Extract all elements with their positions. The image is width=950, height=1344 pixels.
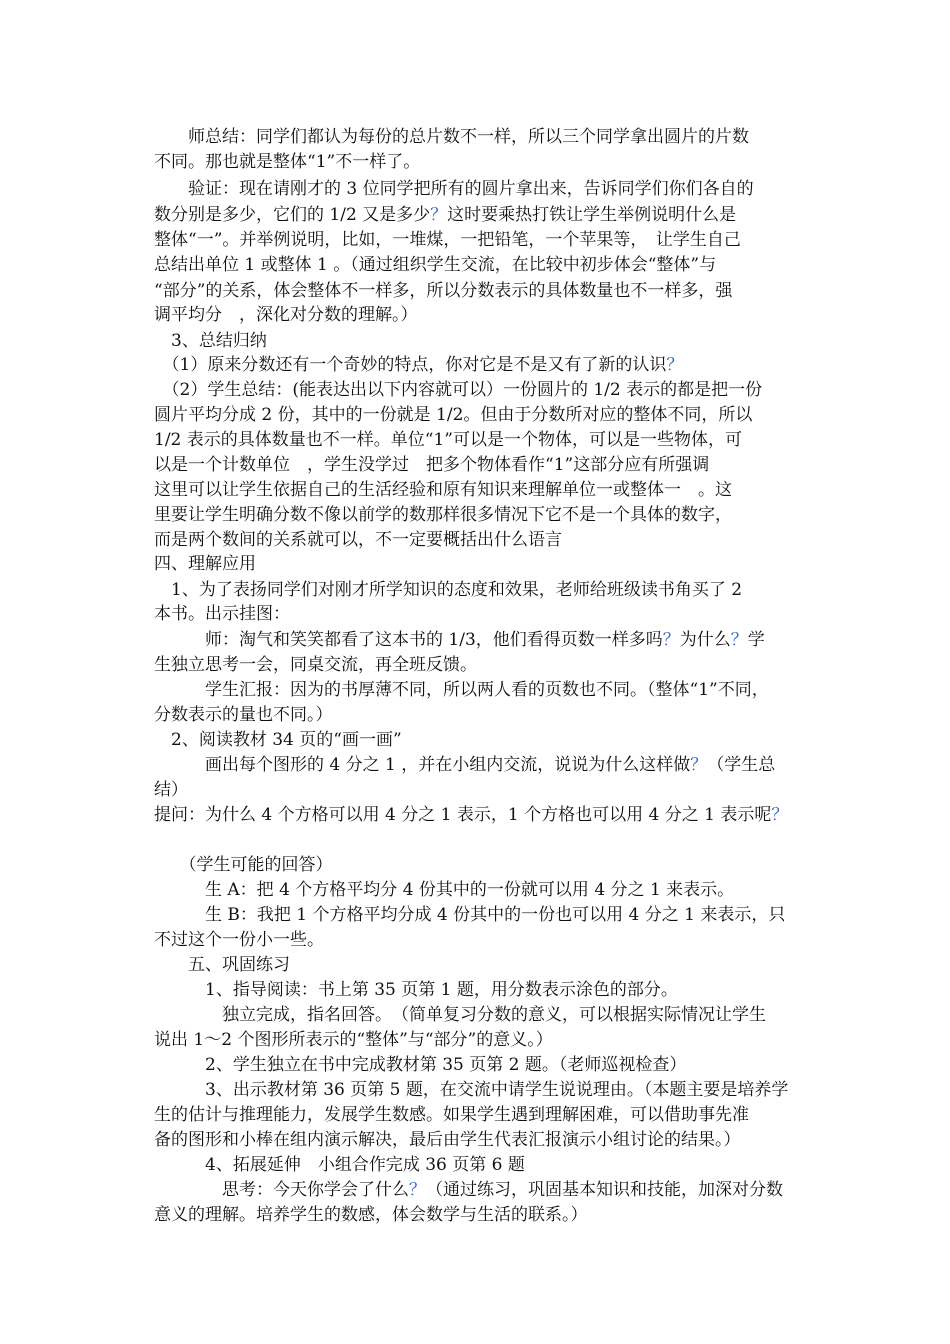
text-line: 圆片平均分成 2 份，其中的一份就是 1/2。但由于分数所对应的整体不同，所以 <box>154 405 753 425</box>
text-line: 1/2 表示的具体数量也不一样。单位“1”可以是一个物体，可以是一些物体，可 <box>154 430 742 450</box>
text-line: 数分别是多少，它们的 1/2 又是多少？这时要乘热打铁让学生举例说明什么是 <box>154 205 737 225</box>
text-line: 说出 1～2 个图形所表示的“整体”与“部分”的意义。） <box>154 1030 553 1050</box>
text-line: 2、阅读教材 34 页的“画一画” <box>154 730 402 750</box>
text-line: 这里可以让学生依据自己的生活经验和原有知识来理解单位一或整体一 。这 <box>154 480 732 500</box>
question-mark: ？ <box>690 755 708 775</box>
text-line: 不过这个一份小一些。 <box>154 930 324 950</box>
text-line: 提问：为什么 4 个方格可以用 4 分之 1 表示，1 个方格也可以用 4 分之 1 表示呢？ <box>154 805 789 825</box>
text-line: 以是一个计数单位 ，学生没学过 把多个物体看作“1”这部分应有所强调 <box>154 455 710 475</box>
text-line: 独立完成，指名回答。 （简单复习分数的意义，可以根据实际情况让学生 <box>154 1005 766 1025</box>
text-line: 总结出单位 1 或整体 1 。（通过组织学生交流，在比较中初步体会“整体”与 <box>154 255 717 275</box>
text-line: “部分”的关系，体会整体不一样多，所以分数表示的具体数量也不一样多，强 <box>154 281 733 301</box>
text-line: 1、指导阅读：书上第 35 页第 1 题，用分数表示涂色的部分。 <box>154 980 678 1000</box>
question-mark: ？ <box>662 630 680 650</box>
question-mark: ？ <box>666 355 684 375</box>
text-line: 本书。出示挂图： <box>154 604 290 624</box>
text-line: 备的图形和小棒在组内演示解决，最后由学生代表汇报演示小组讨论的结果。） <box>154 1130 741 1150</box>
text-line: 画出每个图形的 4 分之 1 ，并在小组内交流，说说为什么这样做？（学生总 <box>154 755 776 775</box>
text-line: 1、为了表扬同学们对刚才所学知识的态度和效果，老师给班级读书角买了 2 <box>154 580 743 600</box>
text-line: 里要让学生明确分数不像以前学的数那样很多情况下它不是一个具体的数字， <box>154 505 732 525</box>
text-line: 生 B：我把 1 个方格平均分成 4 份其中的一份也可以用 4 分之 1 来表示，只 <box>154 905 786 925</box>
question-mark: ？ <box>730 630 748 650</box>
text-line: 生独立思考一会，同桌交流，再全班反馈。 <box>154 655 477 675</box>
text-line: 结） <box>154 780 188 800</box>
text-line: 思考：今天你学会了什么？（通过练习，巩固基本知识和技能，加深对分数 <box>154 1180 783 1200</box>
text-line: 3、出示教材第 36 页第 5 题，在交流中请学生说说理由。（本题主要是培养学 <box>154 1080 789 1100</box>
text-line: 调平均分 ，深化对分数的理解。） <box>154 305 418 325</box>
text-line: 四、理解应用 <box>154 554 256 574</box>
question-mark: ？ <box>430 205 448 225</box>
text-line: 3、总结归纳 <box>154 331 267 351</box>
question-mark: ？ <box>409 1180 426 1200</box>
text-line: 2、学生独立在书中完成教材第 35 页第 2 题。（老师巡视检查） <box>154 1055 687 1075</box>
text-line: 整体“一”。并举例说明，比如，一堆煤，一把铅笔，一个苹果等， 让学生自己 <box>154 230 741 250</box>
text-line: 五、巩固练习 <box>154 955 290 975</box>
text-line: （学生可能的回答） <box>154 855 333 875</box>
text-line: 意义的理解。培养学生的数感，体会数学与生活的联系。） <box>154 1205 588 1225</box>
text-line: （2）学生总结：(能表达出以下内容就可以）一份圆片的 1/2 表示的都是把一份 <box>154 380 763 400</box>
text-line: 而是两个数间的关系就可以，不一定要概括出什么语言 <box>154 530 562 550</box>
text-line: （1）原来分数还有一个奇妙的特点，你对它是不是又有了新的认识？ <box>154 355 684 375</box>
text-line: 学生汇报：因为的书厚薄不同，所以两人看的页数也不同。（整体“1”不同， <box>154 680 769 700</box>
text-line: 师总结：同学们都认为每份的总片数不一样，所以三个同学拿出圆片的片数 <box>154 127 749 147</box>
text-line: 分数表示的量也不同。） <box>154 705 333 725</box>
text-line: 验证：现在请刚才的 3 位同学把所有的圆片拿出来，告诉同学们你们各自的 <box>154 179 754 199</box>
text-line: 生 A：把 4 个方格平均分 4 份其中的一份就可以用 4 分之 1 来表示。 <box>154 880 735 900</box>
text-line: 师：淘气和笑笑都看了这本书的 1/3，他们看得页数一样多吗？为什么？学 <box>154 630 765 650</box>
text-line: 4、拓展延伸 小组合作完成 36 页第 6 题 <box>154 1155 525 1175</box>
text-line: 不同。那也就是整体“1”不一样了。 <box>154 152 421 172</box>
question-mark: ？ <box>771 805 789 825</box>
text-line: 生的估计与推理能力，发展学生数感。如果学生遇到理解困难，可以借助事先准 <box>154 1105 749 1125</box>
